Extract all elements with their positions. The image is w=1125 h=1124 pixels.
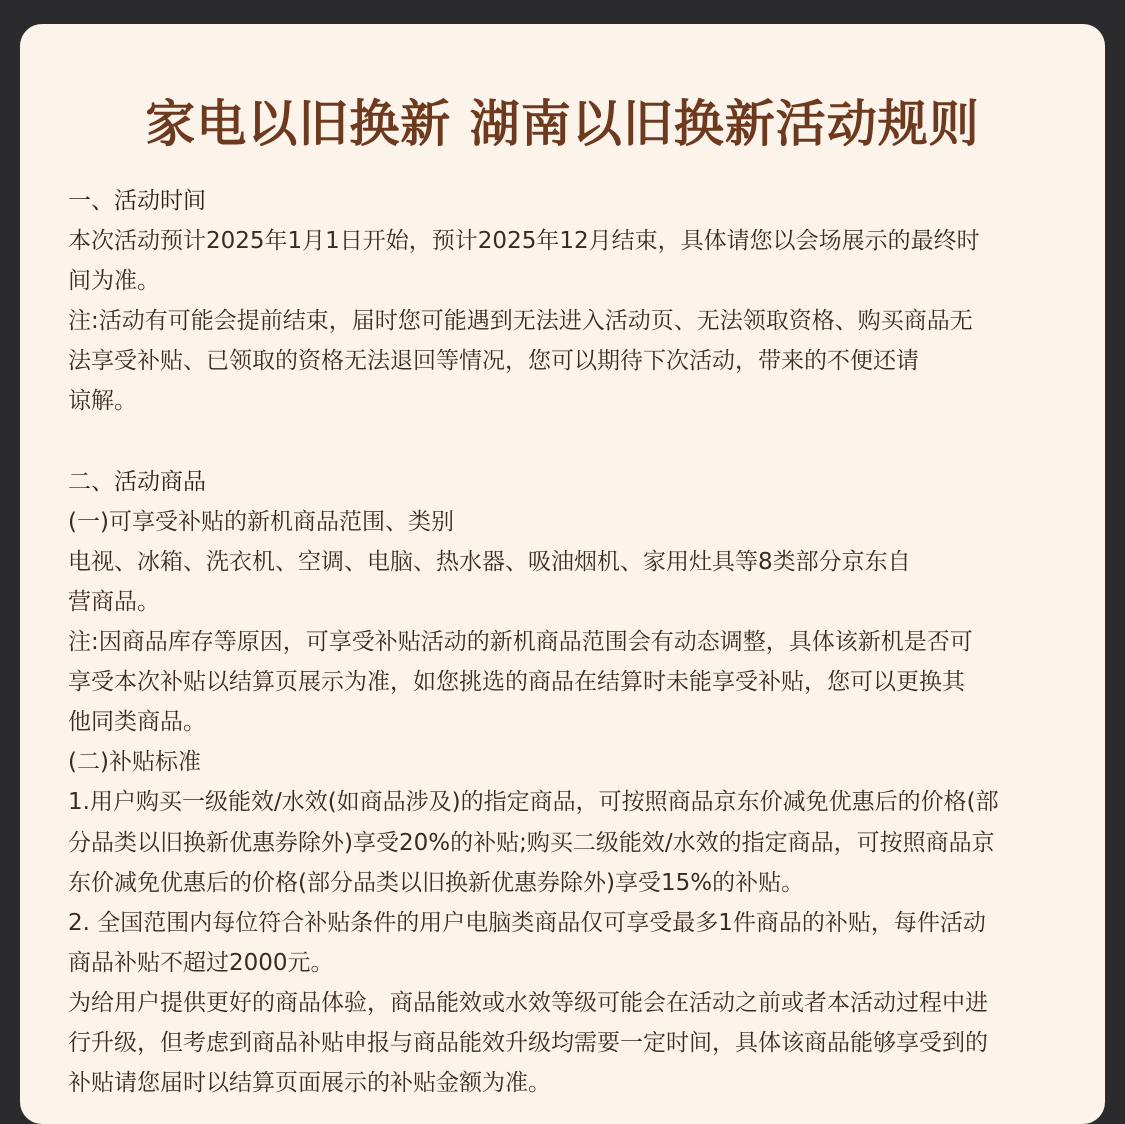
rule-item-line: 分品类以旧换新优惠券除外)享受20%的补贴;购买二级能效/水效的指定商品，可按照商品京 (68, 829, 995, 856)
rules-content (68, 181, 1088, 1103)
rule-item-line: 东价减免优惠后的价格(部分品类以旧换新优惠券除外)享受15%的补贴。 (68, 869, 805, 896)
note-line: 注:因商品库存等原因，可享受补贴活动的新机商品范围会有动态调整，具体该新机是否可 (68, 629, 973, 656)
paragraph-line: 行升级，但考虑到商品补贴申报与商品能效升级均需要一定时间，具体该商品能够享受到的 (68, 1029, 988, 1056)
rules-card (20, 24, 1105, 1124)
paragraph-line: 电视、冰箱、洗衣机、空调、电脑、热水器、吸油烟机、家用灶具等8类部分京东自 (68, 548, 911, 575)
paragraph-line: 本次活动预计2025年1月1日开始，预计2025年12月结束，具体请您以会场展示的最终时 (68, 228, 980, 255)
section-heading-time: 一、活动时间 (68, 188, 206, 214)
rule-item-line: 商品补贴不超过2000元。 (68, 949, 334, 976)
section-heading-products: 二、活动商品 (68, 468, 206, 495)
note-line: 注:活动有可能会提前结束，届时您可能遇到无法进入活动页、无法领取资格、购买商品无 (68, 308, 973, 335)
subsection-heading-scope: (一)可享受补贴的新机商品范围、类别 (68, 508, 454, 535)
paragraph-line: 营商品。 (68, 588, 160, 615)
spacer (68, 422, 1088, 462)
page-title: 家电以旧换新 湖南以旧换新活动规则 (145, 95, 980, 153)
paragraph-line: 间为准。 (68, 268, 160, 295)
rule-item-line: 2. 全国范围内每位符合补贴条件的用户电脑类商品仅可享受最多1件商品的补贴，每件活动 (68, 909, 986, 936)
note-line: 他同类商品。 (68, 709, 206, 736)
subsection-heading-standard: (二)补贴标准 (68, 749, 201, 776)
rule-item-line: 1.用户购买一级能效/水效(如商品涉及)的指定商品，可按照商品京东价减免优惠后的价格(部 (68, 789, 999, 816)
note-line: 享受本次补贴以结算页展示为准，如您挑选的商品在结算时未能享受补贴，您可以更换其 (68, 669, 965, 696)
paragraph-line: 补贴请您届时以结算页面展示的补贴金额为准。 (68, 1070, 551, 1097)
note-line: 法享受补贴、已领取的资格无法退回等情况，您可以期待下次活动，带来的不便还请 (68, 348, 919, 375)
note-line: 谅解。 (68, 388, 137, 415)
paragraph-line: 为给用户提供更好的商品体验，商品能效或水效等级可能会在活动之前或者本活动过程中进 (68, 989, 988, 1016)
